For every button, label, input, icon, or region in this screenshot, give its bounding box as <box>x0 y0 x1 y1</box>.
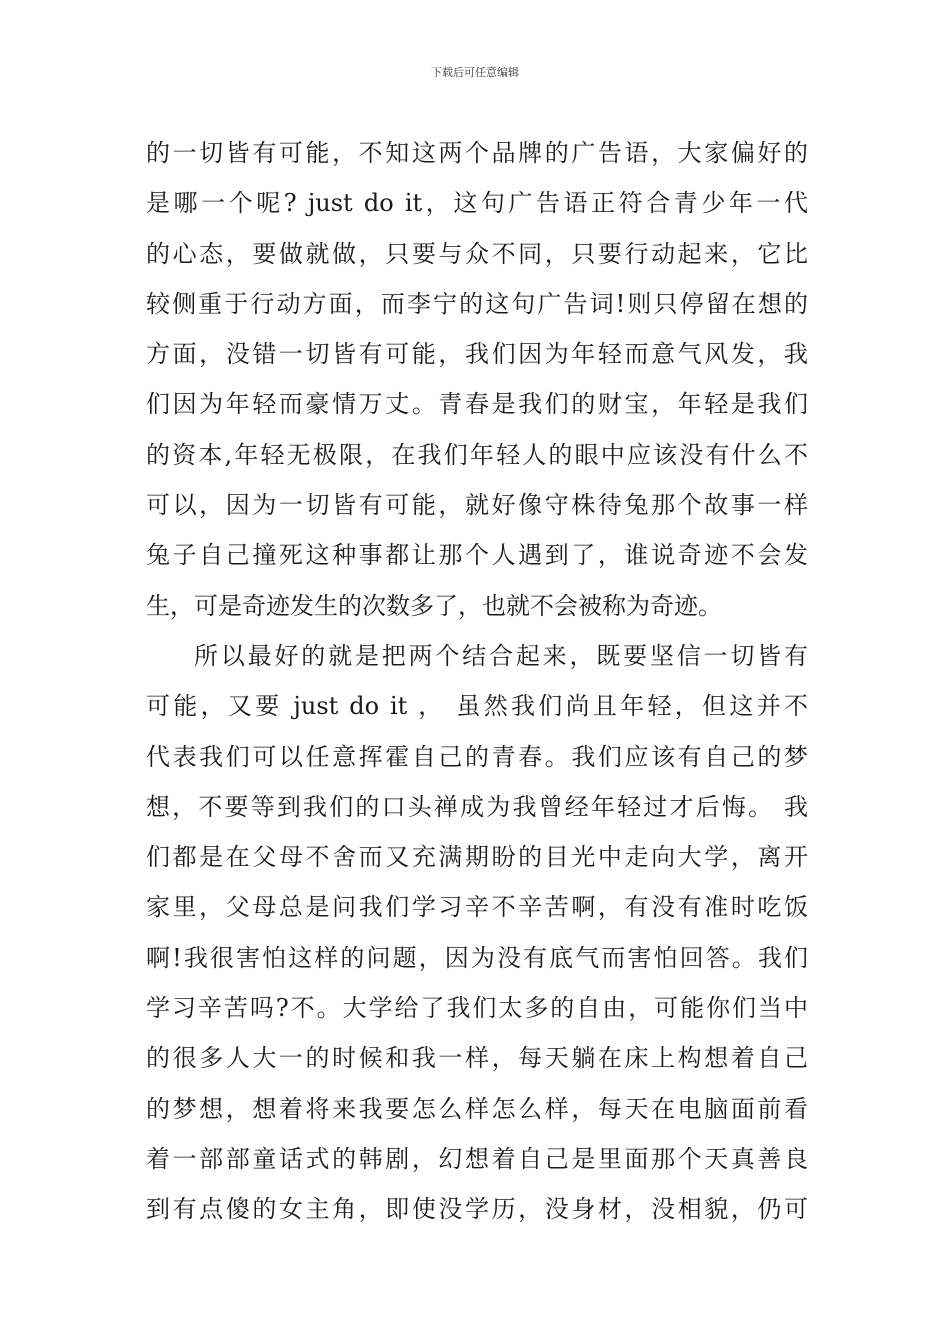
text-line: 可能，又要 just do it ， 虽然我们尚且年轻，但这并不 <box>146 692 808 721</box>
text-line: 们都是在父母不舍而又充满期盼的目光中走向大学，离开 <box>146 843 808 872</box>
text-line: 代表我们可以任意挥霍自己的青春。我们应该有自己的梦 <box>146 742 808 771</box>
text-line: 的一切皆有可能，不知这两个品牌的广告语，大家偏好的 <box>146 139 808 167</box>
text-line: 着一部部童话式的韩剧，幻想着自己是里面那个天真善良 <box>146 1144 808 1173</box>
text-line: 家里，父母总是问我们学习辛不辛苦啊，有没有准时吃饭 <box>146 893 808 922</box>
text-line: 较侧重于行动方面，而李宁的这句广告词!则只停留在想的 <box>146 289 808 318</box>
text-line: 方面，没错一切皆有可能，我们因为年轻而意气风发，我 <box>146 340 808 369</box>
text-line: 可以，因为一切皆有可能，就好像守株待兔那个故事一样 <box>146 491 808 520</box>
text-line: 是哪一个呢? just do it，这句广告语正符合青少年一代 <box>146 189 808 218</box>
text-line: 的梦想，想着将来我要怎么样怎么样，每天在电脑面前看 <box>146 1094 808 1123</box>
text-line: 啊!我很害怕这样的问题，因为没有底气而害怕回答。我们 <box>146 943 808 972</box>
text-line: 生，可是奇迹发生的次数多了，也就不会被称为奇迹。 <box>146 591 722 620</box>
text-line: 的心态，要做就做，只要与众不同，只要行动起来，它比 <box>146 239 808 268</box>
text-line: 到有点傻的女主角，即使没学历，没身材，没相貌，仍可 <box>146 1195 808 1224</box>
text-line: 兔子自己撞死这种事都让那个人遇到了，谁说奇迹不会发 <box>146 541 808 570</box>
text-line: 想，不要等到我们的口头禅成为我曾经年轻过才后悔。 我 <box>146 792 808 821</box>
paragraph <box>146 128 808 631</box>
paragraph <box>146 631 808 1235</box>
text-line: 的很多人大一的时候和我一样，每天躺在床上构想着自己 <box>146 1044 808 1073</box>
document-body <box>146 128 808 1235</box>
page-header: 下载后可任意编辑 <box>431 66 519 79</box>
text-line: 们因为年轻而豪情万丈。青春是我们的财宝，年轻是我们 <box>146 390 808 419</box>
text-line: 的资本,年轻无极限，在我们年轻人的眼中应该没有什么不 <box>146 440 808 469</box>
text-line: 学习辛苦吗?不。大学给了我们太多的自由，可能你们当中 <box>146 994 808 1023</box>
text-line: 所以最好的就是把两个结合起来，既要坚信一切皆有 <box>194 641 808 670</box>
